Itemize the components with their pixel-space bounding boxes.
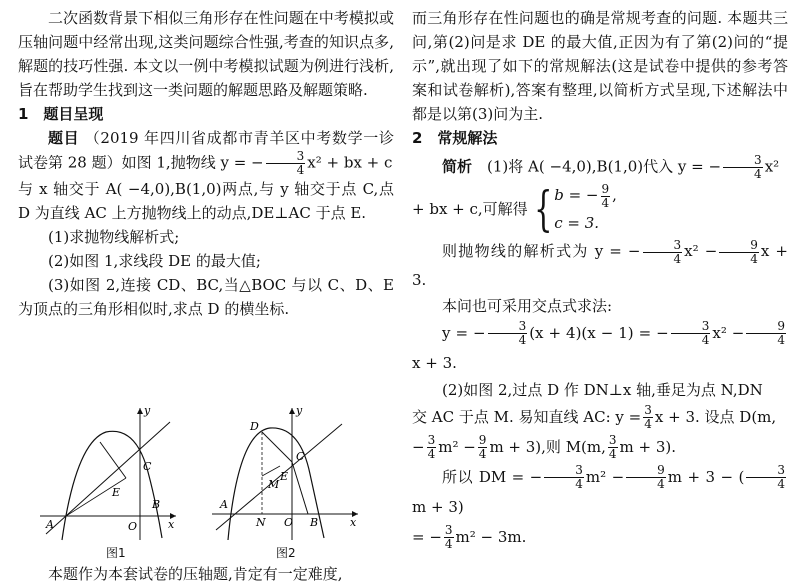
dm-expression: 所以 DM = − $\frac{3}{4}$ m² − $\frac{9}{4}$ m + 3 − ( $\frac{3}{4}$ m + 3): [412, 463, 786, 516]
question-2: (2)如图 1,求线段 DE 的最大值;: [48, 252, 261, 270]
case-c: c = 3.: [554, 213, 600, 232]
case-b: b = −: [554, 186, 599, 205]
label-e: E: [112, 486, 121, 499]
problem-source: （2019 年四川省成都市青羊区中考数学一诊试卷第 28 题）如图 1,抛物线 y = −: [18, 129, 394, 172]
left-column: [18, 0, 394, 321]
problem-expr-tail: x² + bx + c: [307, 153, 393, 172]
problem-label: 题目: [48, 129, 80, 147]
fraction: $\frac{3}{4}$: [723, 154, 763, 181]
line-ac: 交 AC 于点 M. 易知直线 AC: y = $\frac{3}{4}$ x + 3. 设点 D(m,: [412, 403, 777, 431]
point-d-coords: − $\frac{3}{4}$ m² − $\frac{9}{4}$ m + 3),则 M(m, $\frac{3}{4}$ m + 3).: [412, 433, 677, 461]
equation-system: { b = − $\frac{9}{4}$ , c = 3.: [533, 181, 617, 237]
section-heading-2: 2 常规解法: [412, 129, 498, 147]
label-y: y: [144, 404, 151, 417]
label-x-2: x: [350, 516, 357, 529]
label-d-2: D: [250, 420, 259, 433]
label-a: A: [46, 518, 54, 531]
label-m-2: M: [268, 478, 280, 491]
fraction: $\frac{3}{4}$: [266, 150, 306, 177]
factored-form: y = − $\frac{3}{4}$ (x + 4)(x − 1) = − $\frac{3}{4}$ x² − $\frac{9}{4}$ x + 3.: [412, 319, 786, 372]
fraction: $\frac{9}{4}$: [601, 181, 610, 210]
parabola-expression: 则抛物线的解析式为 y = − $\frac{3}{4}$ x² − $\frac{9}{4}$ x + 3.: [412, 237, 789, 289]
label-a-2: A: [220, 498, 228, 511]
figure-2-graph: [212, 402, 362, 542]
solution-text: x²: [764, 157, 780, 176]
solution-text: (1)将 A( −4,0),B(1,0)代入 y = −: [487, 157, 722, 176]
solution-label: 简析: [442, 157, 473, 176]
part-2-line: (2)如图 2,过点 D 作 DN⊥x 轴,垂足为点 N,DN: [442, 380, 763, 399]
label-o: O: [128, 520, 138, 533]
label-x: x: [168, 518, 175, 531]
problem-continuation: 与 x 轴交于 A( −4,0),B(1,0)两点,与 y 轴交于点 C,点 D 为直线 AC 上方抛物线上的动点,DE⊥AC 于点 E.: [18, 180, 394, 222]
label-n-2: N: [256, 516, 266, 529]
figure-1-graph: [40, 402, 180, 542]
label-o-2: O: [284, 516, 294, 529]
analysis-paragraph: 而三角形存在性问题也的确是常规考查的问题. 本题共三问,第(2)问是求 DE 的最大值,正因为有了第(2)问的“提示”,就出现了如下的常规解法(这是试卷中提供的参考答案和试卷解析),答案有整理,以简析方式呈现,下述解法中都是以第(3)问为主.: [412, 9, 788, 123]
label-c: C: [143, 460, 152, 473]
section-heading-1: 1 题目呈现: [18, 105, 104, 123]
solution-step-1: [412, 154, 788, 181]
label-y-2: y: [296, 404, 303, 417]
question-1: (1)求抛物线解析式;: [48, 228, 180, 246]
problem-statement: [18, 126, 394, 177]
label-c-2: C: [296, 450, 305, 463]
bottom-paragraph: 本题作为本套试卷的压轴题,肯定有一定难度,: [48, 565, 343, 583]
alternative-method: 本问也可采用交点式求法:: [442, 296, 613, 315]
question-3: (3)如图 2,连接 CD、BC,当△BOC 与以 C、D、E 为顶点的三角形相似时,求点 D 的横坐标.: [18, 276, 394, 318]
dm-simplified: = − $\frac{3}{4}$ m² − 3m.: [412, 523, 527, 551]
label-b: B: [152, 498, 161, 511]
intro-paragraph: 二次函数背景下相似三角形存在性问题在中考模拟或压轴问题中经常出现,这类问题综合性强,考查的知识点多,解题的技巧性强. 本文以一例中考模拟试题为例进行浅析,旨在帮助学生找到这一类问题的解题思路及解题策略.: [18, 9, 394, 99]
label-e-2: E: [280, 470, 289, 483]
figure-1-caption: 图1: [106, 546, 126, 560]
label-b-2: B: [310, 516, 319, 529]
right-column: [412, 0, 788, 552]
figure-2-caption: 图2: [276, 546, 296, 560]
solution-text: + bx + c,可解得: [412, 200, 528, 218]
solution-system: [412, 181, 788, 237]
